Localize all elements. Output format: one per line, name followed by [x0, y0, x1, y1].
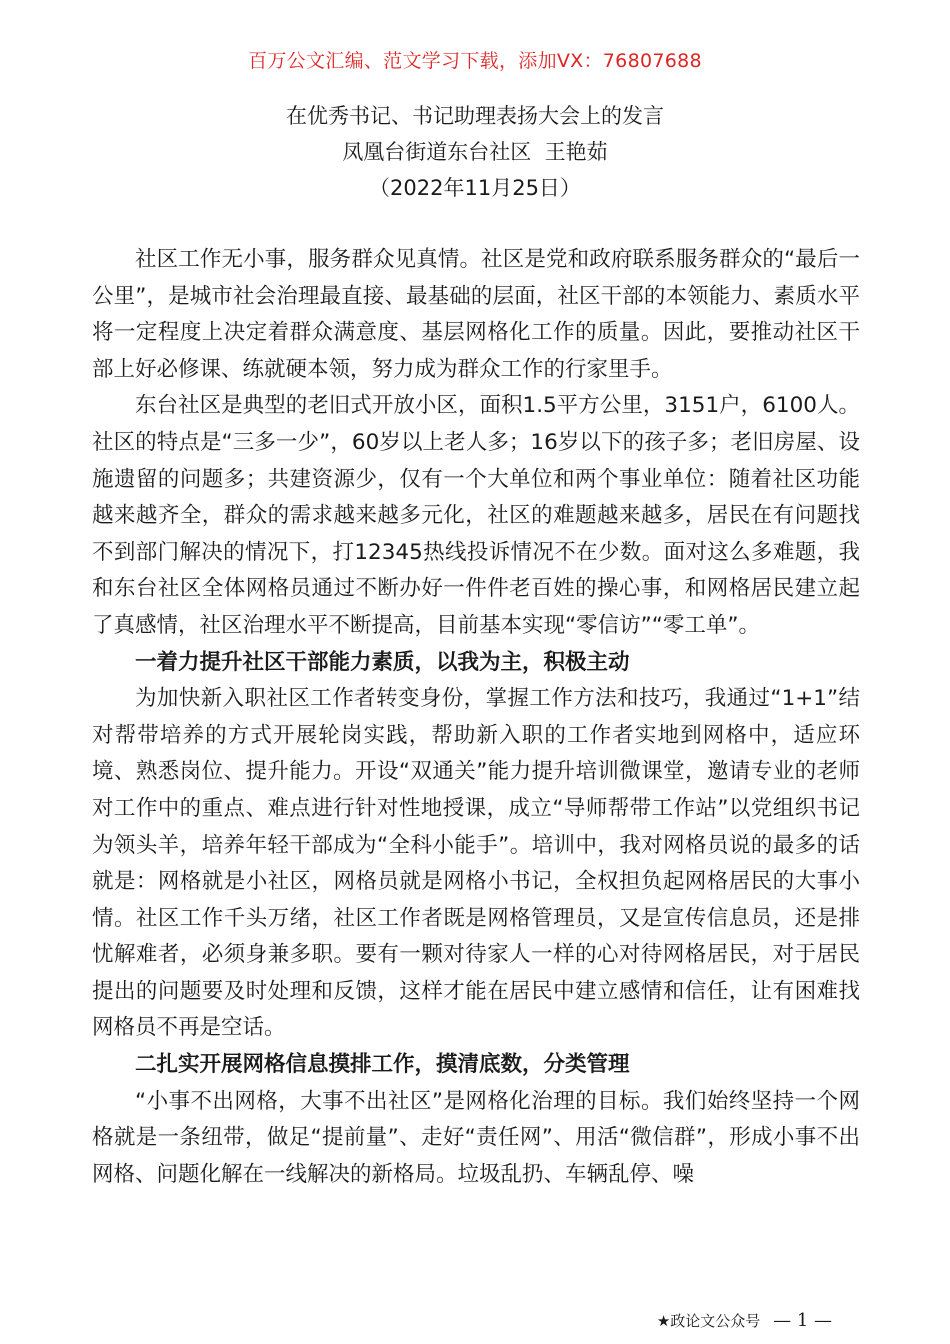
- paragraph-section-1: 为加快新入职社区工作者转变身份，掌握工作方法和技巧，我通过“1+1”结对帮带培养的方式开展轮岗实践，帮助新入职的工作者实地到网格中，适应环境、熟悉岗位、提升能力。开设“双通关”能力提升培训微课堂，邀请专业的老师对工作中的重点、难点进行针对性地授课，成立“导师帮带工作站”以党组织书记为领头羊，培养年轻干部成为“全科小能手”。培训中，我对网格员说的最多的话就是：网格就是小社区，网格员就是网格小书记，全权担负起网格居民的大事小情。社区工作千头万绪，社区工作者既是网格管理员，又是宣传信息员，还是排忧解难者，必须身兼多职。要有一颗对待家人一样的心对待网格居民，对于居民提出的问题要及时处理和反馈，这样才能在居民中建立感情和信任，让有困难找网格员不再是空话。: [92, 686, 860, 1041]
- footer-source: ★政论文公众号: [656, 1312, 761, 1330]
- section-heading-2: 二扎实开展网格信息摸排工作，摸清底数，分类管理: [135, 1052, 630, 1078]
- section-heading-1: 一着力提升社区干部能力素质，以我为主，积极主动: [135, 649, 630, 675]
- article-body: [92, 242, 860, 1193]
- paragraph-community-overview: 东台社区是典型的老旧式开放小区，面积1.5平方公里，3151户，6100人。社区的特点是“三多一少”，60岁以上老人多；16岁以下的孩子多；老旧房屋、设施遗留的问题多；共建资源少，仅有一个大单位和两个事业单位：随着社区功能越来越齐全，群众的需求越来越多元化，社区的难题越来越多，居民在有问题找不到部门解决的情况下，打12345热线投诉情况不在少数。面对这么多难题，我和东台社区全体网格员通过不断办好一件件老百姓的操心事，和网格居民建立起了真感情，社区治理水平不断提高，目前基本实现“零信访”“零工单”。: [92, 393, 860, 638]
- speaker-line: 凤凰台街道东台社区 王艳茹: [342, 140, 608, 164]
- title-block: [0, 98, 950, 206]
- paragraph-section-2: “小事不出网格，大事不出社区”是网格化治理的目标。我们始终坚持一个网格就是一条纽带，做足“提前量”、走好“责任网”、用活“微信群”，形成小事不出网格、问题化解在一线解决的新格局。垃圾乱扔、车辆乱停、噪: [92, 1088, 860, 1187]
- page-footer: [657, 1310, 832, 1331]
- header-banner: 百万公文汇编、范文学习下载，添加VX：76807688: [248, 50, 702, 72]
- paragraph-intro: 社区工作无小事，服务群众见真情。社区是党和政府联系服务群众的“最后一公里”，是城市社会治理最直接、最基础的层面，社区干部的本领能力、素质水平将一定程度上决定着群众满意度、基层网格化工作的质量。因此，要推动社区干部上好必修课、练就硬本领，努力成为群众工作的行家里手。: [92, 247, 860, 382]
- speech-title: 在优秀书记、书记助理表扬大会上的发言: [286, 104, 664, 128]
- speech-date: （2022年11月25日）: [369, 176, 581, 200]
- page-number: — 1 —: [773, 1310, 832, 1331]
